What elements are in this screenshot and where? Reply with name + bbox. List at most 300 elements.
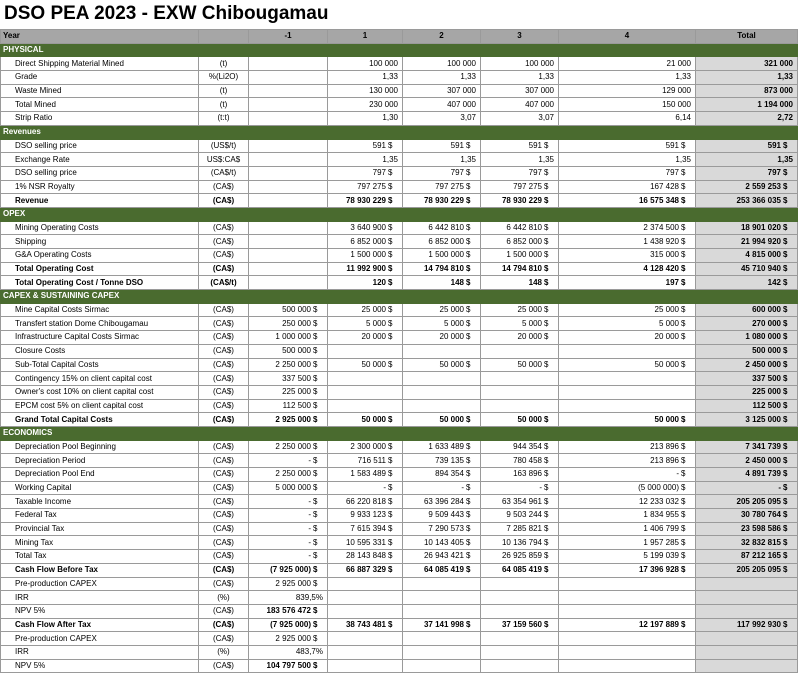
- unit-cell[interactable]: (CA$): [199, 262, 249, 276]
- value-cell[interactable]: [481, 413, 559, 427]
- total-cell[interactable]: [696, 536, 798, 550]
- value-cell[interactable]: [403, 632, 481, 646]
- header-cell[interactable]: Year: [1, 30, 199, 44]
- total-cell[interactable]: [696, 84, 798, 98]
- section-label[interactable]: OPEX: [1, 207, 199, 221]
- value-cell[interactable]: [559, 303, 696, 317]
- value-cell[interactable]: [481, 71, 559, 85]
- total-cell[interactable]: [696, 139, 798, 153]
- value-cell[interactable]: [559, 139, 696, 153]
- section-fill-cell[interactable]: [249, 43, 328, 57]
- value-cell[interactable]: [328, 399, 403, 413]
- value-cell[interactable]: [559, 645, 696, 659]
- value-cell[interactable]: [481, 221, 559, 235]
- value-cell[interactable]: [403, 57, 481, 71]
- header-cell[interactable]: Total: [696, 30, 798, 44]
- value-cell[interactable]: [249, 550, 328, 564]
- value-cell[interactable]: [403, 303, 481, 317]
- value-cell[interactable]: [328, 358, 403, 372]
- unit-cell[interactable]: (%): [199, 645, 249, 659]
- row-label[interactable]: Direct Shipping Material Mined: [1, 57, 199, 71]
- row-label[interactable]: Mine Capital Costs Sirmac: [1, 303, 199, 317]
- total-cell[interactable]: [696, 331, 798, 345]
- section-fill-cell[interactable]: [328, 207, 403, 221]
- value-cell[interactable]: [249, 344, 328, 358]
- unit-cell[interactable]: (t:t): [199, 112, 249, 126]
- value-cell[interactable]: [249, 645, 328, 659]
- value-cell[interactable]: [403, 440, 481, 454]
- section-fill-cell[interactable]: [559, 43, 696, 57]
- value-cell[interactable]: [249, 454, 328, 468]
- value-cell[interactable]: [328, 522, 403, 536]
- value-cell[interactable]: [328, 454, 403, 468]
- value-cell[interactable]: [559, 84, 696, 98]
- value-cell[interactable]: [481, 495, 559, 509]
- unit-cell[interactable]: (%): [199, 591, 249, 605]
- value-cell[interactable]: [481, 481, 559, 495]
- value-cell[interactable]: [403, 509, 481, 523]
- value-cell[interactable]: [403, 522, 481, 536]
- value-cell[interactable]: [481, 563, 559, 577]
- value-cell[interactable]: [249, 413, 328, 427]
- section-label[interactable]: CAPEX & SUSTAINING CAPEX: [1, 290, 199, 304]
- unit-cell[interactable]: (CA$/t): [199, 276, 249, 290]
- value-cell[interactable]: [481, 249, 559, 263]
- value-cell[interactable]: [481, 303, 559, 317]
- row-label[interactable]: Mining Tax: [1, 536, 199, 550]
- value-cell[interactable]: [249, 358, 328, 372]
- total-cell[interactable]: [696, 522, 798, 536]
- row-label[interactable]: Revenue: [1, 194, 199, 208]
- value-cell[interactable]: [481, 153, 559, 167]
- value-cell[interactable]: [559, 413, 696, 427]
- value-cell[interactable]: [249, 632, 328, 646]
- section-fill-cell[interactable]: [199, 426, 249, 440]
- value-cell[interactable]: [328, 153, 403, 167]
- value-cell[interactable]: [559, 522, 696, 536]
- unit-cell[interactable]: (CA$): [199, 563, 249, 577]
- unit-cell[interactable]: (CA$): [199, 180, 249, 194]
- row-label[interactable]: G&A Operating Costs: [1, 249, 199, 263]
- section-fill-cell[interactable]: [199, 207, 249, 221]
- value-cell[interactable]: [481, 194, 559, 208]
- value-cell[interactable]: [481, 372, 559, 386]
- section-label[interactable]: PHYSICAL: [1, 43, 199, 57]
- total-cell[interactable]: [696, 235, 798, 249]
- value-cell[interactable]: [249, 276, 328, 290]
- row-label[interactable]: Shipping: [1, 235, 199, 249]
- section-label[interactable]: ECONOMICS: [1, 426, 199, 440]
- row-label[interactable]: Working Capital: [1, 481, 199, 495]
- row-label[interactable]: Infrastructure Capital Costs Sirmac: [1, 331, 199, 345]
- value-cell[interactable]: [481, 180, 559, 194]
- value-cell[interactable]: [403, 604, 481, 618]
- value-cell[interactable]: [403, 166, 481, 180]
- total-cell[interactable]: [696, 262, 798, 276]
- section-fill-cell[interactable]: [696, 207, 798, 221]
- value-cell[interactable]: [403, 194, 481, 208]
- value-cell[interactable]: [328, 98, 403, 112]
- unit-cell[interactable]: (CA$): [199, 577, 249, 591]
- total-cell[interactable]: [696, 166, 798, 180]
- total-cell[interactable]: [696, 221, 798, 235]
- row-label[interactable]: Federal Tax: [1, 509, 199, 523]
- value-cell[interactable]: [328, 112, 403, 126]
- value-cell[interactable]: [403, 536, 481, 550]
- value-cell[interactable]: [328, 550, 403, 564]
- value-cell[interactable]: [559, 577, 696, 591]
- total-cell[interactable]: [696, 303, 798, 317]
- unit-cell[interactable]: (t): [199, 98, 249, 112]
- value-cell[interactable]: [249, 317, 328, 331]
- section-fill-cell[interactable]: [481, 290, 559, 304]
- unit-cell[interactable]: (CA$): [199, 194, 249, 208]
- unit-cell[interactable]: US$:CA$: [199, 153, 249, 167]
- value-cell[interactable]: [481, 98, 559, 112]
- row-label[interactable]: IRR: [1, 591, 199, 605]
- row-label[interactable]: Total Mined: [1, 98, 199, 112]
- value-cell[interactable]: [328, 632, 403, 646]
- section-fill-cell[interactable]: [249, 207, 328, 221]
- value-cell[interactable]: [403, 221, 481, 235]
- total-cell[interactable]: [696, 276, 798, 290]
- section-fill-cell[interactable]: [328, 43, 403, 57]
- value-cell[interactable]: [249, 481, 328, 495]
- unit-cell[interactable]: (CA$): [199, 454, 249, 468]
- section-fill-cell[interactable]: [481, 43, 559, 57]
- value-cell[interactable]: [249, 98, 328, 112]
- value-cell[interactable]: [559, 659, 696, 673]
- total-cell[interactable]: [696, 481, 798, 495]
- header-cell[interactable]: -1: [249, 30, 328, 44]
- unit-cell[interactable]: (CA$): [199, 221, 249, 235]
- section-fill-cell[interactable]: [559, 426, 696, 440]
- value-cell[interactable]: [403, 618, 481, 632]
- row-label[interactable]: Pre-production CAPEX: [1, 632, 199, 646]
- value-cell[interactable]: [249, 440, 328, 454]
- value-cell[interactable]: [481, 57, 559, 71]
- total-cell[interactable]: [696, 659, 798, 673]
- row-label[interactable]: Pre-production CAPEX: [1, 577, 199, 591]
- section-fill-cell[interactable]: [559, 125, 696, 139]
- row-label[interactable]: Exchange Rate: [1, 153, 199, 167]
- unit-cell[interactable]: (t): [199, 84, 249, 98]
- value-cell[interactable]: [403, 98, 481, 112]
- value-cell[interactable]: [249, 591, 328, 605]
- value-cell[interactable]: [481, 331, 559, 345]
- value-cell[interactable]: [403, 344, 481, 358]
- value-cell[interactable]: [559, 57, 696, 71]
- total-cell[interactable]: [696, 440, 798, 454]
- unit-cell[interactable]: (CA$): [199, 522, 249, 536]
- value-cell[interactable]: [249, 577, 328, 591]
- row-label[interactable]: Owner's cost 10% on client capital cost: [1, 385, 199, 399]
- value-cell[interactable]: [481, 385, 559, 399]
- section-fill-cell[interactable]: [481, 125, 559, 139]
- value-cell[interactable]: [249, 399, 328, 413]
- value-cell[interactable]: [403, 84, 481, 98]
- value-cell[interactable]: [328, 536, 403, 550]
- value-cell[interactable]: [249, 604, 328, 618]
- section-fill-cell[interactable]: [328, 426, 403, 440]
- value-cell[interactable]: [403, 317, 481, 331]
- unit-cell[interactable]: (CA$): [199, 249, 249, 263]
- row-label[interactable]: Waste Mined: [1, 84, 199, 98]
- row-label[interactable]: IRR: [1, 645, 199, 659]
- row-label[interactable]: Sub-Total Capital Costs: [1, 358, 199, 372]
- unit-cell[interactable]: (CA$): [199, 495, 249, 509]
- header-cell[interactable]: 1: [328, 30, 403, 44]
- unit-cell[interactable]: (CA$): [199, 344, 249, 358]
- value-cell[interactable]: [481, 358, 559, 372]
- section-fill-cell[interactable]: [559, 290, 696, 304]
- value-cell[interactable]: [249, 112, 328, 126]
- value-cell[interactable]: [559, 153, 696, 167]
- value-cell[interactable]: [403, 591, 481, 605]
- value-cell[interactable]: [403, 399, 481, 413]
- section-label[interactable]: Revenues: [1, 125, 199, 139]
- total-cell[interactable]: [696, 632, 798, 646]
- section-fill-cell[interactable]: [199, 290, 249, 304]
- section-fill-cell[interactable]: [328, 290, 403, 304]
- value-cell[interactable]: [481, 468, 559, 482]
- value-cell[interactable]: [559, 235, 696, 249]
- unit-cell[interactable]: (CA$): [199, 618, 249, 632]
- row-label[interactable]: NPV 5%: [1, 659, 199, 673]
- value-cell[interactable]: [559, 509, 696, 523]
- section-fill-cell[interactable]: [403, 207, 481, 221]
- value-cell[interactable]: [559, 454, 696, 468]
- row-label[interactable]: Provincial Tax: [1, 522, 199, 536]
- section-fill-cell[interactable]: [249, 125, 328, 139]
- section-fill-cell[interactable]: [481, 426, 559, 440]
- value-cell[interactable]: [481, 139, 559, 153]
- value-cell[interactable]: [481, 454, 559, 468]
- row-label[interactable]: Grade: [1, 71, 199, 85]
- unit-cell[interactable]: (CA$): [199, 235, 249, 249]
- value-cell[interactable]: [328, 591, 403, 605]
- value-cell[interactable]: [559, 180, 696, 194]
- value-cell[interactable]: [481, 399, 559, 413]
- row-label[interactable]: Transfert station Dome Chibougamau: [1, 317, 199, 331]
- total-cell[interactable]: [696, 153, 798, 167]
- value-cell[interactable]: [328, 84, 403, 98]
- section-fill-cell[interactable]: [403, 43, 481, 57]
- row-label[interactable]: Depreciation Pool Beginning: [1, 440, 199, 454]
- header-cell[interactable]: 3: [481, 30, 559, 44]
- value-cell[interactable]: [403, 139, 481, 153]
- value-cell[interactable]: [559, 166, 696, 180]
- row-label[interactable]: Mining Operating Costs: [1, 221, 199, 235]
- unit-cell[interactable]: (CA$): [199, 358, 249, 372]
- value-cell[interactable]: [328, 249, 403, 263]
- value-cell[interactable]: [328, 180, 403, 194]
- section-fill-cell[interactable]: [199, 125, 249, 139]
- value-cell[interactable]: [328, 57, 403, 71]
- row-label[interactable]: Cash Flow After Tax: [1, 618, 199, 632]
- total-cell[interactable]: [696, 98, 798, 112]
- value-cell[interactable]: [328, 645, 403, 659]
- value-cell[interactable]: [403, 454, 481, 468]
- value-cell[interactable]: [328, 235, 403, 249]
- value-cell[interactable]: [249, 536, 328, 550]
- row-label[interactable]: NPV 5%: [1, 604, 199, 618]
- total-cell[interactable]: [696, 112, 798, 126]
- total-cell[interactable]: [696, 249, 798, 263]
- value-cell[interactable]: [249, 235, 328, 249]
- value-cell[interactable]: [481, 317, 559, 331]
- value-cell[interactable]: [559, 399, 696, 413]
- value-cell[interactable]: [249, 249, 328, 263]
- value-cell[interactable]: [559, 262, 696, 276]
- value-cell[interactable]: [481, 645, 559, 659]
- value-cell[interactable]: [403, 645, 481, 659]
- unit-cell[interactable]: (CA$/t): [199, 166, 249, 180]
- value-cell[interactable]: [481, 618, 559, 632]
- value-cell[interactable]: [249, 659, 328, 673]
- value-cell[interactable]: [481, 604, 559, 618]
- unit-cell[interactable]: (CA$): [199, 659, 249, 673]
- value-cell[interactable]: [249, 303, 328, 317]
- unit-cell[interactable]: (CA$): [199, 303, 249, 317]
- value-cell[interactable]: [328, 495, 403, 509]
- section-fill-cell[interactable]: [328, 125, 403, 139]
- value-cell[interactable]: [328, 194, 403, 208]
- unit-cell[interactable]: (CA$): [199, 509, 249, 523]
- total-cell[interactable]: [696, 577, 798, 591]
- total-cell[interactable]: [696, 563, 798, 577]
- section-fill-cell[interactable]: [199, 43, 249, 57]
- row-label[interactable]: EPCM cost 5% on client capital cost: [1, 399, 199, 413]
- value-cell[interactable]: [403, 413, 481, 427]
- value-cell[interactable]: [559, 71, 696, 85]
- unit-cell[interactable]: (CA$): [199, 468, 249, 482]
- value-cell[interactable]: [481, 591, 559, 605]
- value-cell[interactable]: [481, 262, 559, 276]
- value-cell[interactable]: [328, 276, 403, 290]
- value-cell[interactable]: [403, 385, 481, 399]
- unit-cell[interactable]: (CA$): [199, 604, 249, 618]
- value-cell[interactable]: [249, 522, 328, 536]
- value-cell[interactable]: [249, 180, 328, 194]
- value-cell[interactable]: [559, 372, 696, 386]
- value-cell[interactable]: [481, 84, 559, 98]
- unit-cell[interactable]: (CA$): [199, 440, 249, 454]
- row-label[interactable]: Closure Costs: [1, 344, 199, 358]
- value-cell[interactable]: [328, 331, 403, 345]
- value-cell[interactable]: [328, 344, 403, 358]
- section-fill-cell[interactable]: [696, 290, 798, 304]
- value-cell[interactable]: [559, 317, 696, 331]
- total-cell[interactable]: [696, 618, 798, 632]
- row-label[interactable]: Depreciation Pool End: [1, 468, 199, 482]
- value-cell[interactable]: [481, 632, 559, 646]
- value-cell[interactable]: [328, 385, 403, 399]
- value-cell[interactable]: [249, 84, 328, 98]
- value-cell[interactable]: [481, 509, 559, 523]
- unit-cell[interactable]: (CA$): [199, 317, 249, 331]
- unit-cell[interactable]: (CA$): [199, 550, 249, 564]
- section-fill-cell[interactable]: [696, 43, 798, 57]
- value-cell[interactable]: [403, 112, 481, 126]
- value-cell[interactable]: [403, 372, 481, 386]
- total-cell[interactable]: [696, 509, 798, 523]
- value-cell[interactable]: [328, 221, 403, 235]
- value-cell[interactable]: [249, 262, 328, 276]
- value-cell[interactable]: [328, 303, 403, 317]
- value-cell[interactable]: [559, 331, 696, 345]
- value-cell[interactable]: [328, 563, 403, 577]
- unit-cell[interactable]: (CA$): [199, 481, 249, 495]
- value-cell[interactable]: [481, 344, 559, 358]
- value-cell[interactable]: [559, 550, 696, 564]
- value-cell[interactable]: [559, 221, 696, 235]
- row-label[interactable]: DSO selling price: [1, 139, 199, 153]
- header-cell[interactable]: 4: [559, 30, 696, 44]
- total-cell[interactable]: [696, 344, 798, 358]
- header-cell[interactable]: 2: [403, 30, 481, 44]
- value-cell[interactable]: [328, 481, 403, 495]
- row-label[interactable]: Total Operating Cost: [1, 262, 199, 276]
- value-cell[interactable]: [328, 604, 403, 618]
- value-cell[interactable]: [403, 262, 481, 276]
- value-cell[interactable]: [328, 618, 403, 632]
- section-fill-cell[interactable]: [403, 290, 481, 304]
- value-cell[interactable]: [328, 468, 403, 482]
- total-cell[interactable]: [696, 317, 798, 331]
- value-cell[interactable]: [481, 577, 559, 591]
- value-cell[interactable]: [559, 468, 696, 482]
- row-label[interactable]: Strip Ratio: [1, 112, 199, 126]
- total-cell[interactable]: [696, 468, 798, 482]
- unit-cell[interactable]: (CA$): [199, 413, 249, 427]
- value-cell[interactable]: [403, 235, 481, 249]
- value-cell[interactable]: [481, 440, 559, 454]
- unit-cell[interactable]: (CA$): [199, 385, 249, 399]
- value-cell[interactable]: [249, 618, 328, 632]
- total-cell[interactable]: [696, 454, 798, 468]
- value-cell[interactable]: [403, 577, 481, 591]
- total-cell[interactable]: [696, 71, 798, 85]
- value-cell[interactable]: [481, 522, 559, 536]
- value-cell[interactable]: [481, 112, 559, 126]
- total-cell[interactable]: [696, 604, 798, 618]
- section-fill-cell[interactable]: [696, 426, 798, 440]
- unit-cell[interactable]: %(Li2O): [199, 71, 249, 85]
- value-cell[interactable]: [249, 57, 328, 71]
- value-cell[interactable]: [249, 71, 328, 85]
- value-cell[interactable]: [559, 385, 696, 399]
- value-cell[interactable]: [249, 166, 328, 180]
- total-cell[interactable]: [696, 180, 798, 194]
- total-cell[interactable]: [696, 372, 798, 386]
- value-cell[interactable]: [559, 98, 696, 112]
- value-cell[interactable]: [403, 495, 481, 509]
- value-cell[interactable]: [559, 495, 696, 509]
- value-cell[interactable]: [481, 659, 559, 673]
- value-cell[interactable]: [249, 153, 328, 167]
- value-cell[interactable]: [328, 262, 403, 276]
- value-cell[interactable]: [403, 468, 481, 482]
- value-cell[interactable]: [481, 166, 559, 180]
- value-cell[interactable]: [328, 659, 403, 673]
- unit-cell[interactable]: (US$/t): [199, 139, 249, 153]
- section-fill-cell[interactable]: [403, 125, 481, 139]
- value-cell[interactable]: [249, 331, 328, 345]
- value-cell[interactable]: [559, 604, 696, 618]
- value-cell[interactable]: [328, 317, 403, 331]
- value-cell[interactable]: [403, 249, 481, 263]
